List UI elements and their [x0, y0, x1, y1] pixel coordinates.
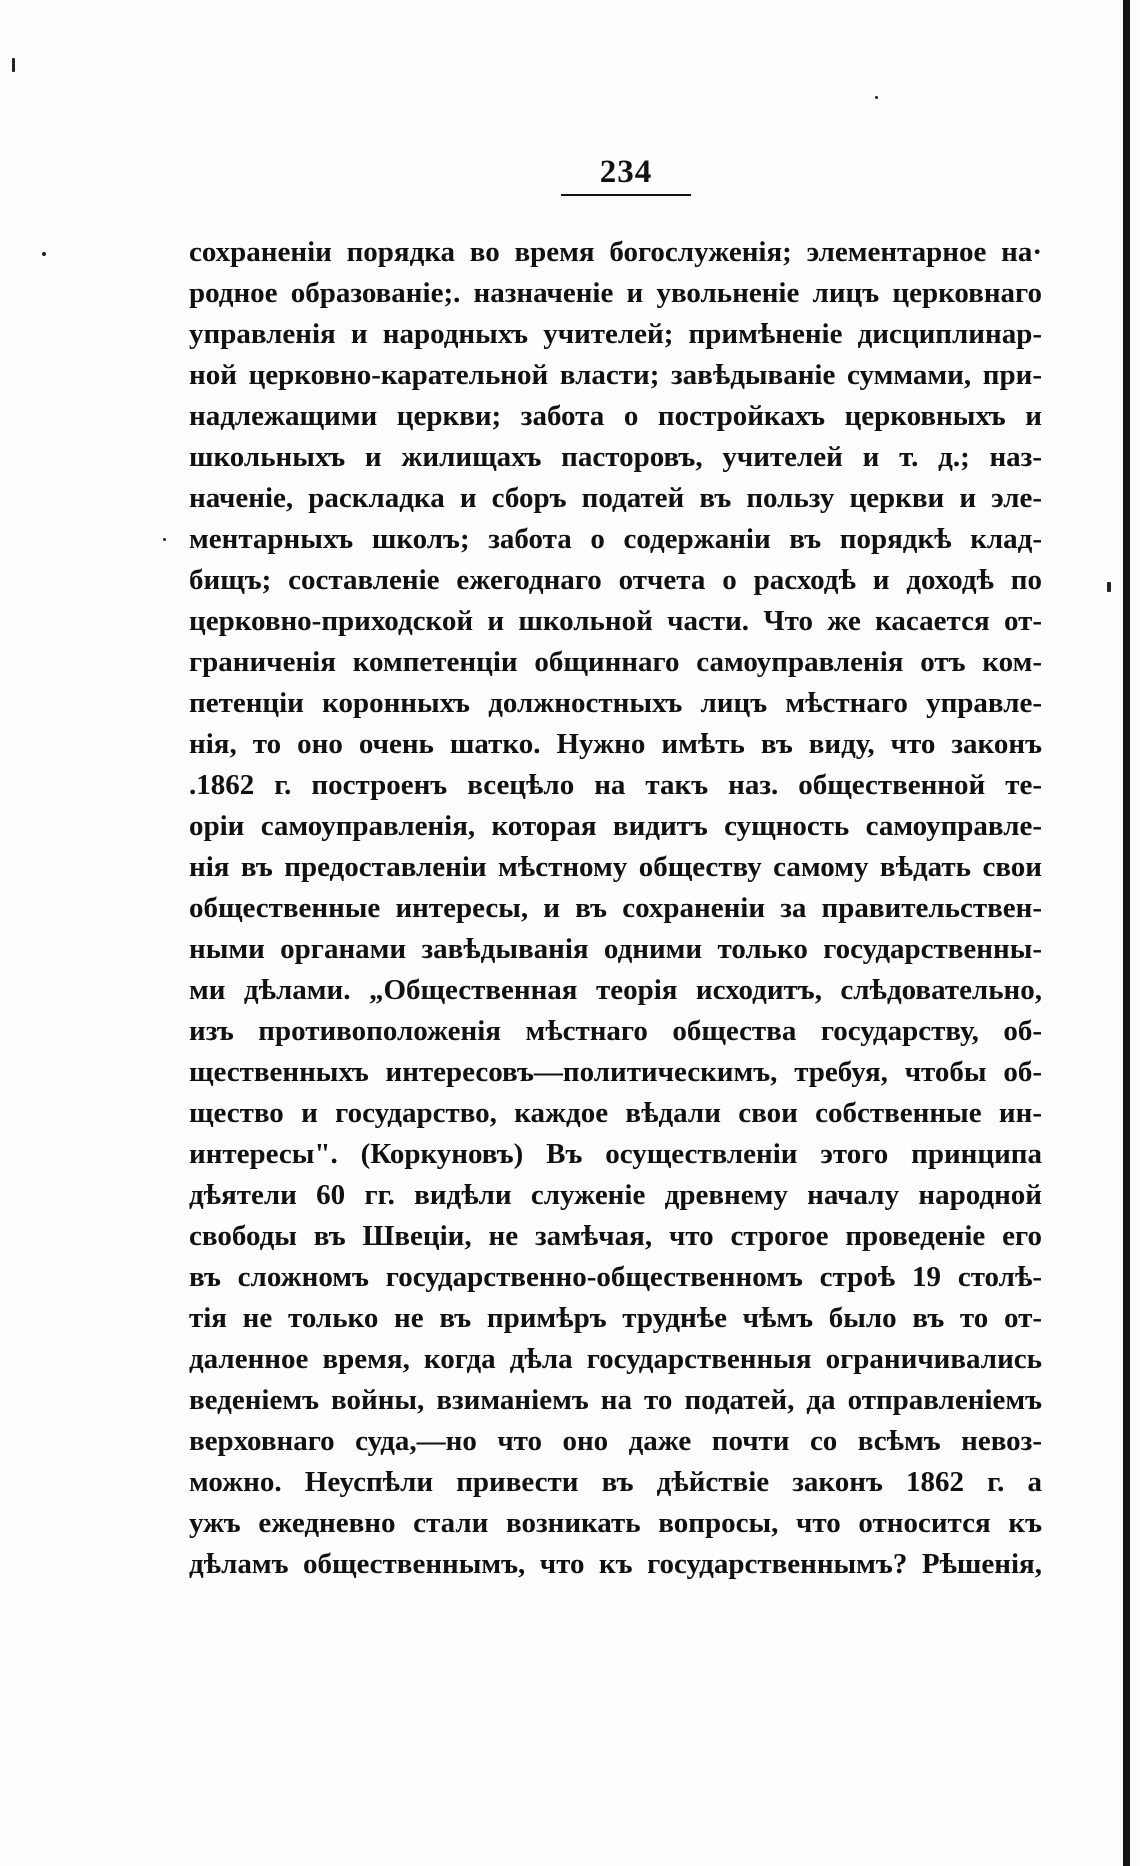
text-line: дѣятели 60 гг. видѣли служеніе древнему началу народной: [189, 1179, 1042, 1211]
text-line: щество и государство, каждое вѣдали свои собственные ин-: [189, 1097, 1042, 1129]
text-line: ными органами завѣдыванія одними только государственны-: [189, 933, 1042, 965]
page-number-rule: [561, 194, 691, 196]
text-line: ментарныхъ школъ; забота о содержаніи въ порядкѣ клад-: [189, 523, 1042, 555]
text-line: бищъ; составленіе ежегоднаго отчета о расходѣ и доходѣ по: [189, 564, 1042, 596]
text-line: граниченія компетенціи общиннаго самоуправленія отъ ком-: [189, 646, 1042, 678]
text-line: оріи самоуправленія, которая видитъ сущность самоуправле-: [189, 810, 1042, 842]
text-line: родное образованіе;. назначеніе и увольненіе лицъ церковнаго: [189, 277, 1042, 309]
text-line: щественныхъ интересовъ—политическимъ, требуя, чтобы об-: [189, 1056, 1042, 1088]
text-line: общественные интересы, и въ сохраненіи за правительствен-: [189, 892, 1042, 924]
scan-speck: [12, 58, 15, 72]
text-line: въ сложномъ государственно-общественномъ строѣ 19 столѣ-: [189, 1261, 1042, 1293]
text-line: наченіе, раскладка и сборъ податей въ пользу церкви и эле-: [189, 482, 1042, 514]
text-line: управленія и народныхъ учителей; примѣненіе дисциплинар-: [189, 318, 1042, 350]
page-edge-shadow: [1123, 0, 1130, 1866]
page-number: 234: [599, 154, 653, 190]
text-line: сохраненіи порядка во время богослуженія; элементарное на·: [189, 236, 1042, 268]
scan-speck: [42, 252, 46, 256]
text-line: .1862 г. построенъ всецѣло на такъ наз. общественной те-: [189, 769, 1042, 801]
body-text: [189, 232, 1042, 1585]
text-line: надлежащими церкви; забота о постройкахъ церковныхъ и: [189, 400, 1042, 432]
text-line: верховнаго суда,—но что оно даже почти со всѣмъ невоз-: [189, 1425, 1042, 1457]
text-line: петенціи коронныхъ должностныхъ лицъ мѣстнаго управле-: [189, 687, 1042, 719]
text-line: нія въ предоставленіи мѣстному обществу самому вѣдать свои: [189, 851, 1042, 883]
text-line: ужъ ежедневно стали возникать вопросы, что относится къ: [189, 1507, 1042, 1539]
text-line: ной церковно-карательной власти; завѣдываніе суммами, при-: [189, 359, 1042, 391]
text-line: изъ противоположенія мѣстнаго общества государству, об-: [189, 1015, 1042, 1047]
scan-speck: [163, 538, 166, 541]
text-line: веденіемъ войны, взиманіемъ на то податей, да отправленіемъ: [189, 1384, 1042, 1416]
text-line: тія не только не въ примѣръ труднѣе чѣмъ было въ то от-: [189, 1302, 1042, 1334]
text-line: нія, то оно очень шатко. Нужно имѣть въ виду, что законъ: [189, 728, 1042, 760]
text-line: интересы". (Коркуновъ) Въ осуществленіи этого принципа: [189, 1138, 1042, 1170]
text-line: дѣламъ общественнымъ, что къ государственнымъ? Рѣшенія,: [189, 1548, 1042, 1580]
text-line: ми дѣлами. „Общественная теорія исходитъ, слѣдовательно,: [189, 974, 1042, 1006]
text-line: свободы въ Швеціи, не замѣчая, что строгое проведеніе его: [189, 1220, 1042, 1252]
text-line: можно. Неуспѣли привести въ дѣйствіе законъ 1862 г. а: [189, 1466, 1042, 1498]
text-line: даленное время, когда дѣла государственныя ограничивались: [189, 1343, 1042, 1375]
scan-speck: [875, 96, 878, 99]
text-line: церковно-приходской и школьной части. Что же касается от-: [189, 605, 1042, 637]
text-line: школьныхъ и жилищахъ пасторовъ, учителей и т. д.; наз-: [189, 441, 1042, 473]
scan-speck: [1107, 582, 1111, 592]
